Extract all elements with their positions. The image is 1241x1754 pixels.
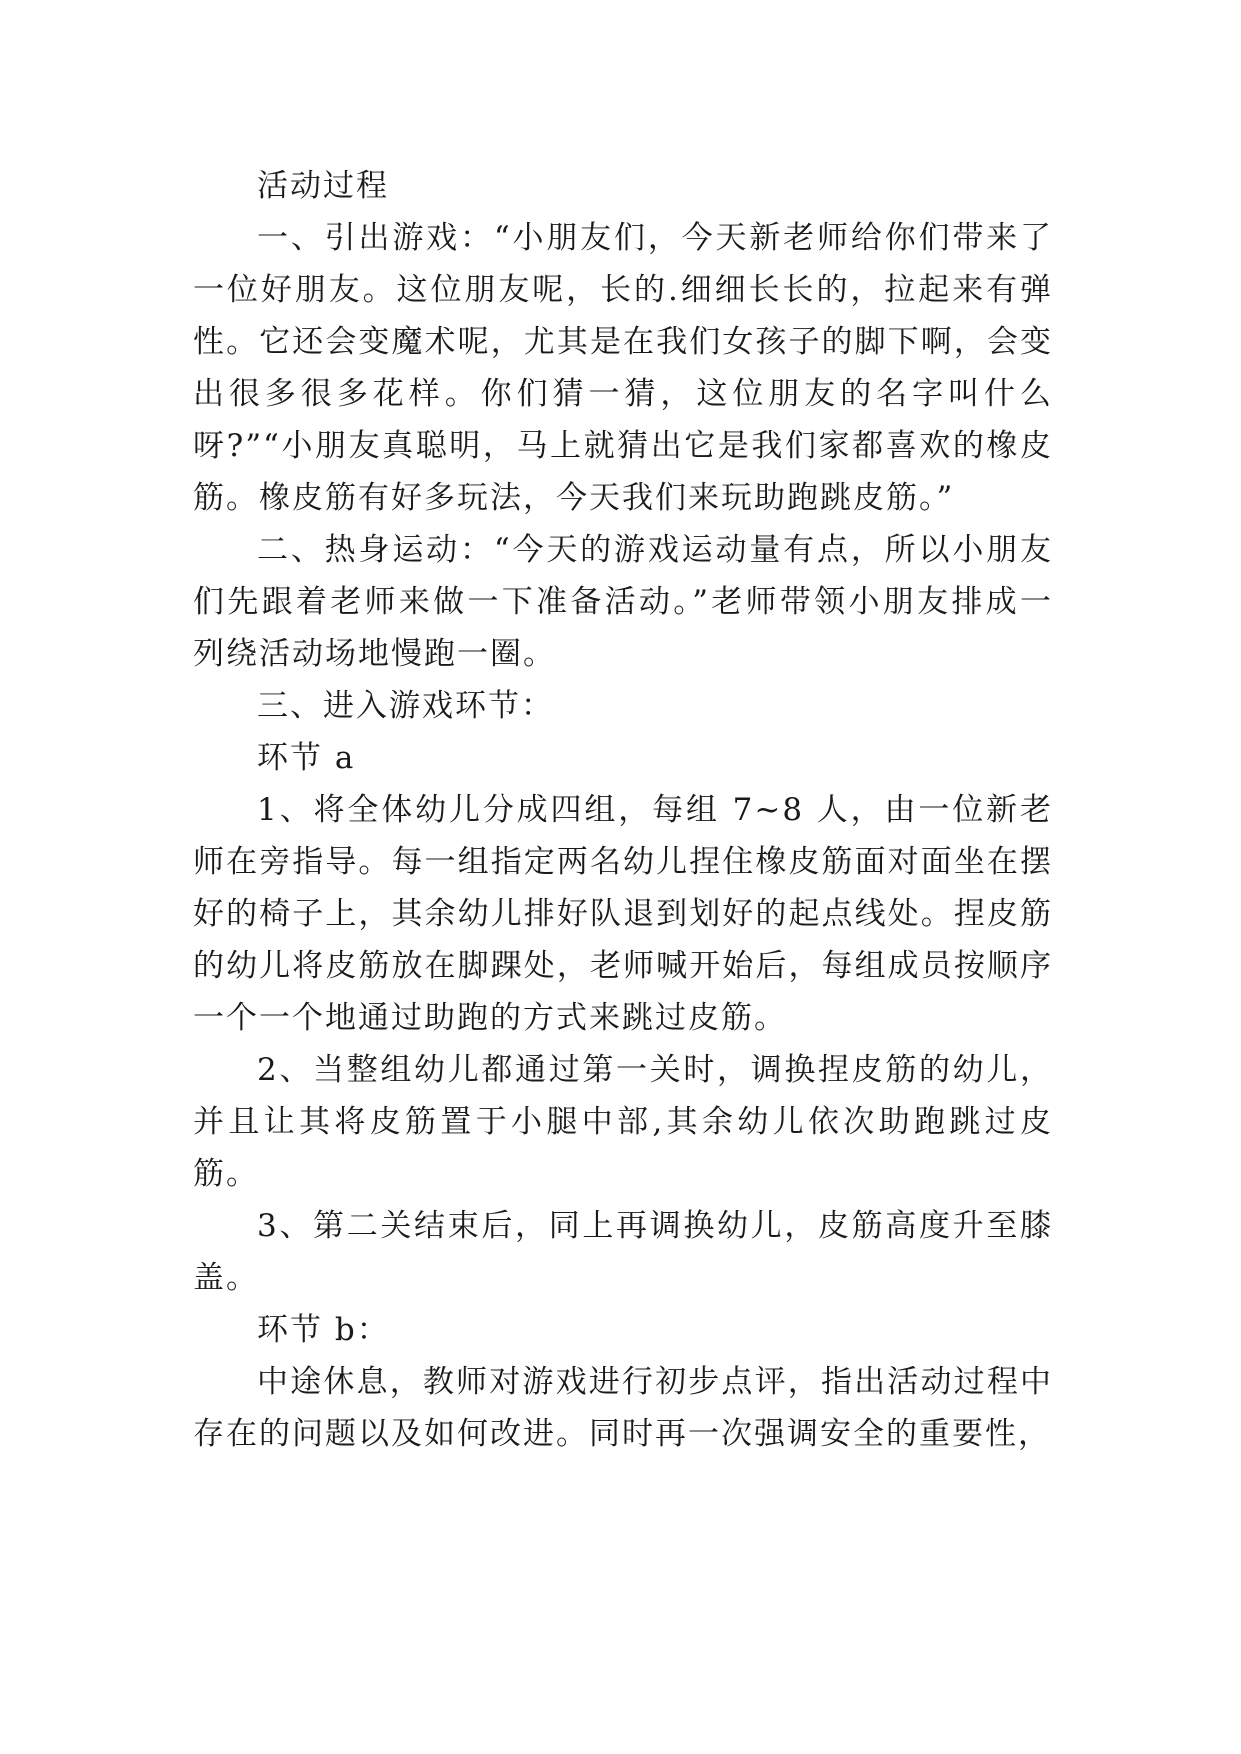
document-body xyxy=(193,160,1053,1460)
paragraph: 2、当整组幼儿都通过第一关时，调换捏皮筋的幼儿，并且让其将皮筋置于小腿中部,其余幼儿依次助跑跳过皮筋。 xyxy=(193,1052,1053,1192)
paragraph: 1、将全体幼儿分成四组，每组 7~8 人，由一位新老师在旁指导。每一组指定两名幼儿捏住橡皮筋面对面坐在摆好的椅子上，其余幼儿排好队退到划好的起点线处。捏皮筋的幼儿将皮筋放在脚踝处，老师喊开始后，每组成员按顺序一个一个地通过助跑的方式来跳过皮筋。 xyxy=(193,792,1053,1036)
subsection-heading: 环节 b： xyxy=(257,1312,390,1348)
section-heading: 活动过程 xyxy=(257,168,389,204)
paragraph: 二、热身运动：“今天的游戏运动量有点，所以小朋友们先跟着老师来做一下准备活动。”老师带领小朋友排成一列绕活动场地慢跑一圈。 xyxy=(193,532,1053,672)
paragraph: 中途休息，教师对游戏进行初步点评，指出活动过程中存在的问题以及如何改进。同时再一次强调安全的重要性， xyxy=(193,1364,1053,1452)
section-heading: 三、进入游戏环节： xyxy=(257,688,554,724)
paragraph: 一、引出游戏：“小朋友们，今天新老师给你们带来了一位好朋友。这位朋友呢，长的.细细长长的，拉起来有弹性。它还会变魔术呢，尤其是在我们女孩子的脚下啊，会变出很多很多花样。你们猜一猜，这位朋友的名字叫什么呀?”“小朋友真聪明，马上就猜出它是我们家都喜欢的橡皮筋。橡皮筋有好多玩法，今天我们来玩助跑跳皮筋。” xyxy=(193,220,1053,516)
subsection-heading: 环节 a xyxy=(257,740,356,776)
paragraph: 3、第二关结束后，同上再调换幼儿，皮筋高度升至膝盖。 xyxy=(193,1208,1053,1296)
